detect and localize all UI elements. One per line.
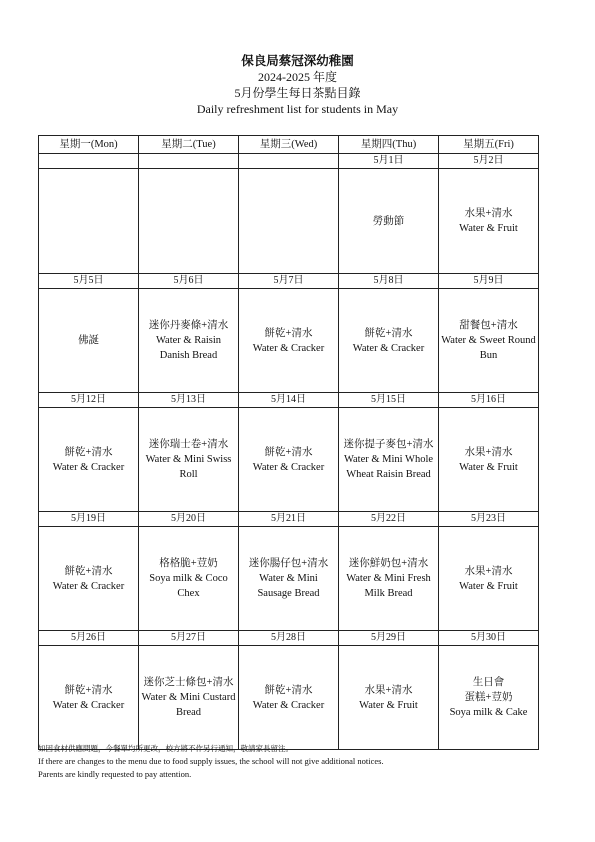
date-row: [39, 631, 539, 646]
date-cell: 5月20日: [139, 512, 239, 527]
date-cell: 5月1日: [339, 154, 439, 169]
menu-line: Soya milk & Coco: [149, 573, 228, 584]
menu-cell: [439, 408, 539, 512]
date-cell: 5月22日: [339, 512, 439, 527]
date-cell: 5月19日: [39, 512, 139, 527]
date-cell: 5月9日: [439, 274, 539, 289]
menu-cell: [239, 408, 339, 512]
menu-line: 迷你芝士條包+清水: [143, 677, 234, 688]
menu-line: 迷你鮮奶包+清水: [348, 558, 429, 569]
date-cell: [139, 154, 239, 169]
date-cell: 5月2日: [439, 154, 539, 169]
menu-line: 蛋糕+荳奶: [464, 692, 513, 703]
menu-line: 迷你腸仔包+清水: [248, 558, 329, 569]
date-cell: 5月13日: [139, 393, 239, 408]
date-cell: 5月29日: [339, 631, 439, 646]
menu-line: Water & Raisin: [155, 335, 222, 346]
menu-line: Bread: [175, 707, 202, 718]
menu-line: 格格脆+荳奶: [159, 558, 218, 569]
menu-cell: [139, 527, 239, 631]
menu-line: 餅乾+清水: [364, 327, 413, 339]
footer-note-english-2: Parents are kindly requested to pay attention.: [38, 769, 192, 779]
menu-cell: [39, 646, 139, 750]
date-cell: 5月15日: [339, 393, 439, 408]
date-cell: 5月27日: [139, 631, 239, 646]
weekday-header-row: [39, 136, 539, 154]
menu-line: 佛誕: [78, 335, 99, 346]
menu-line: 勞動節: [372, 215, 405, 227]
date-cell: 5月14日: [239, 393, 339, 408]
menu-cell: [439, 289, 539, 393]
menu-cell: [139, 169, 239, 274]
menu-line: Chex: [177, 588, 200, 599]
date-cell: 5月21日: [239, 512, 339, 527]
menu-line: Water & Fruit: [459, 461, 518, 473]
menu-line: 水果+清水: [364, 684, 413, 696]
menu-cell: [339, 289, 439, 393]
refreshment-menu-table: [38, 135, 539, 750]
date-cell: 5月5日: [39, 274, 139, 289]
menu-cell: [239, 169, 339, 274]
menu-line: 餅乾+清水: [264, 446, 313, 458]
menu-line: Water & Cracker: [252, 699, 325, 711]
menu-line: Water & Cracker: [252, 461, 325, 473]
menu-line: Water & Mini: [259, 573, 318, 584]
menu-line: 餅乾+清水: [64, 684, 113, 696]
date-cell: 5月8日: [339, 274, 439, 289]
menu-line: Water & Mini Swiss: [145, 454, 232, 465]
menu-line: 迷你丹麥條+清水: [148, 320, 229, 331]
date-cell: 5月6日: [139, 274, 239, 289]
menu-line: Water & Mini Custard: [141, 692, 236, 703]
footer-notes: [38, 743, 568, 781]
menu-line: 甜餐包+清水: [459, 320, 518, 331]
menu-line: Water & Sweet Round: [441, 335, 536, 346]
menu-line: 水果+清水: [464, 208, 513, 219]
menu-line: Roll: [179, 469, 198, 480]
menu-row: [39, 408, 539, 512]
title-english: Daily refreshment list for students in May: [196, 102, 399, 116]
menu-line: Milk Bread: [364, 588, 413, 599]
menu-line: 水果+清水: [464, 446, 513, 458]
menu-line: Sausage Bread: [257, 588, 320, 599]
date-cell: 5月28日: [239, 631, 339, 646]
header: [0, 53, 595, 117]
weekday-header-tue: 星期二(Tue): [139, 136, 239, 154]
menu-line: Water & Fruit: [459, 580, 518, 592]
menu-line: Soya milk & Cake: [449, 707, 528, 718]
weekday-header-wed: 星期三(Wed): [239, 136, 339, 154]
date-cell: 5月23日: [439, 512, 539, 527]
menu-line: Water & Cracker: [352, 342, 425, 354]
menu-line: Water & Cracker: [252, 342, 325, 354]
weekday-header-fri: 星期五(Fri): [439, 136, 539, 154]
menu-cell: [239, 646, 339, 750]
menu-line: 水果+清水: [464, 565, 513, 577]
menu-line: Water & Cracker: [52, 699, 125, 711]
menu-cell: [439, 527, 539, 631]
menu-cell: [339, 408, 439, 512]
menu-cell: [339, 169, 439, 274]
weekday-header-mon: 星期一(Mon): [39, 136, 139, 154]
menu-cell: [39, 527, 139, 631]
menu-row: [39, 169, 539, 274]
menu-line: 餅乾+清水: [64, 565, 113, 577]
date-cell: [39, 154, 139, 169]
menu-cell: [239, 527, 339, 631]
date-row: [39, 274, 539, 289]
menu-line: 餅乾+清水: [264, 327, 313, 339]
menu-cell: [439, 169, 539, 274]
menu-cell: [39, 408, 139, 512]
date-cell: 5月26日: [39, 631, 139, 646]
menu-line: Bun: [479, 350, 498, 361]
date-row: [39, 154, 539, 169]
menu-cell: [39, 169, 139, 274]
date-row: [39, 512, 539, 527]
date-cell: 5月7日: [239, 274, 339, 289]
school-year: 2024-2025 年度: [258, 70, 337, 84]
menu-cell: [339, 527, 439, 631]
school-name: 保良局蔡冠深幼稚園: [241, 54, 354, 68]
menu-line: Danish Bread: [159, 350, 218, 361]
menu-line: 迷你瑞士卷+清水: [148, 439, 229, 450]
menu-line: 餅乾+清水: [64, 446, 113, 458]
menu-cell: [39, 289, 139, 393]
menu-line: Wheat Raisin Bread: [346, 469, 431, 480]
menu-line: Water & Mini Fresh: [346, 573, 431, 584]
menu-line: 生日會: [472, 677, 505, 688]
menu-row: [39, 289, 539, 393]
menu-line: Water & Fruit: [459, 223, 518, 234]
menu-cell: [139, 646, 239, 750]
menu-cell: [239, 289, 339, 393]
menu-line: Water & Cracker: [52, 580, 125, 592]
menu-line: Water & Cracker: [52, 461, 125, 473]
menu-cell: [439, 646, 539, 750]
menu-row: [39, 646, 539, 750]
date-cell: 5月16日: [439, 393, 539, 408]
menu-line: Water & Fruit: [359, 699, 418, 711]
title-chinese: 5月份學生每日茶點目錄: [234, 86, 361, 100]
menu-row: [39, 527, 539, 631]
menu-line: Water & Mini Whole: [343, 454, 434, 465]
date-row: [39, 393, 539, 408]
weekday-header-thu: 星期四(Thu): [339, 136, 439, 154]
date-cell: [239, 154, 339, 169]
menu-line: 迷你提子麥包+清水: [343, 439, 434, 450]
menu-cell: [139, 408, 239, 512]
menu-line: 餅乾+清水: [264, 684, 313, 696]
footer-note-english-1: If there are changes to the menu due to food supply issues, the school will not give additional notices.: [38, 756, 384, 766]
menu-cell: [339, 646, 439, 750]
date-cell: 5月30日: [439, 631, 539, 646]
menu-cell: [139, 289, 239, 393]
footer-note-chinese: 如因食材供應問題，今餐單均所更改，校方將不作另行通知，敬請家長留注。: [38, 744, 293, 753]
date-cell: 5月12日: [39, 393, 139, 408]
